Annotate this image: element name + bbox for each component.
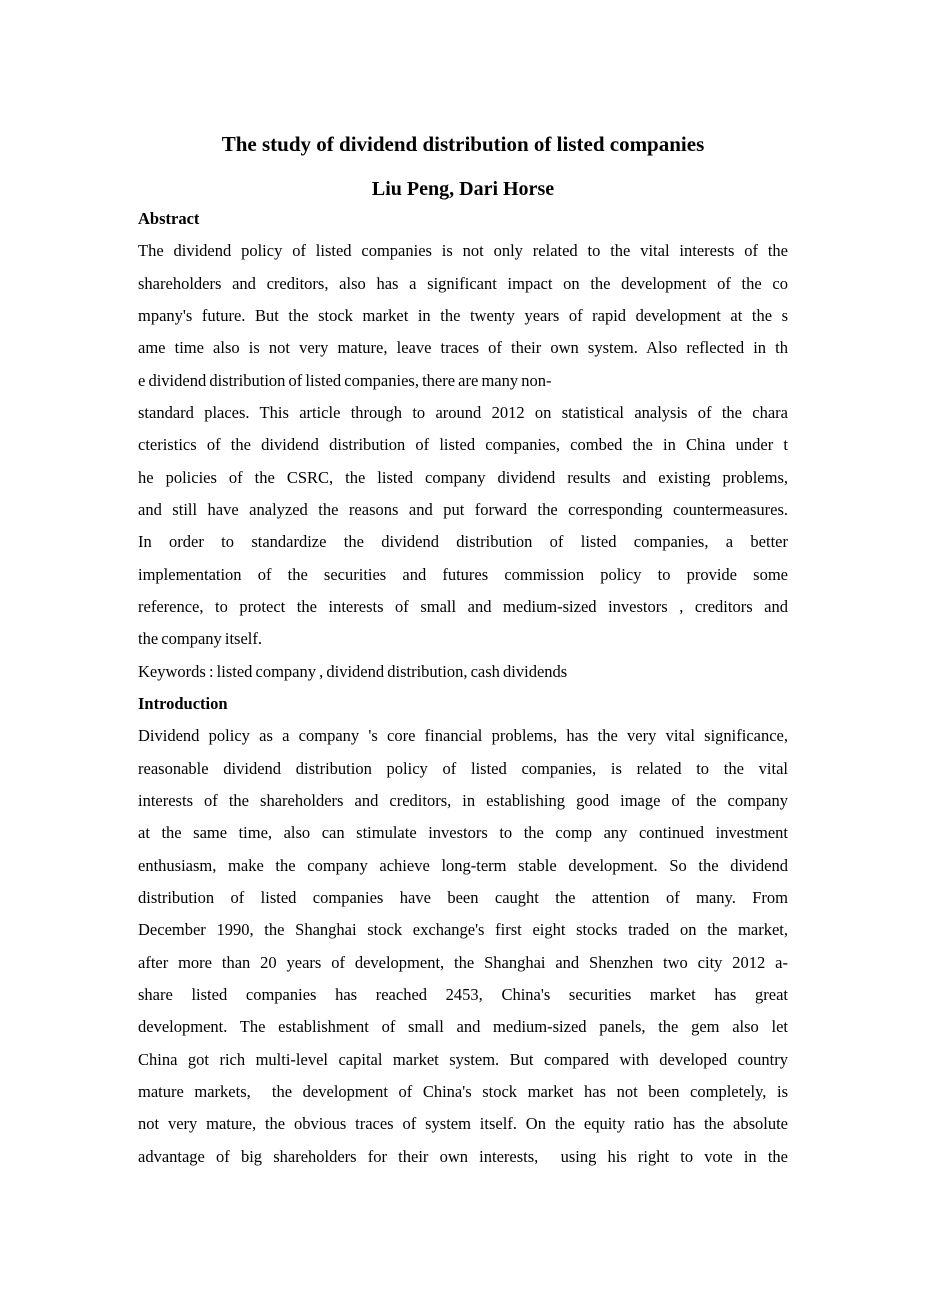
text-line: not very mature, the obvious traces of system itself. On the equity ratio has the absolute: [138, 1114, 788, 1134]
text-line: mpany's future. But the stock market in the twenty years of rapid development at the s: [138, 305, 788, 325]
text-line: reasonable dividend distribution policy of listed companies, is related to the vital: [138, 758, 788, 778]
text-line: after more than 20 years of development, the Shanghai and Shenzhen two city 2012 a-: [138, 952, 788, 972]
text-line: the company itself.: [138, 629, 263, 649]
text-line: share listed companies has reached 2453, China's securities market has great: [138, 984, 788, 1004]
text-line: advantage of big shareholders for their own interests, using his right to vote in the: [138, 1146, 788, 1166]
text-line: and still have analyzed the reasons and put forward the corresponding countermeasures.: [138, 499, 788, 519]
text-line: interests of the shareholders and creditors, in establishing good image of the company: [138, 790, 788, 810]
text-line: standard places. This article through to around 2012 on statistical analysis of the chara: [138, 402, 788, 422]
text-line: shareholders and creditors, also has a significant impact on the development of the co: [138, 273, 788, 293]
text-line: ame time also is not very mature, leave traces of their own system. Also reflected in th: [138, 338, 788, 358]
paper-authors: Liu Peng, Dari Horse: [371, 178, 555, 200]
text-line: enthusiasm, make the company achieve long-term stable development. So the dividend: [138, 855, 788, 875]
text-line: reference, to protect the interests of small and medium-sized investors , creditors and: [138, 596, 788, 616]
text-line: implementation of the securities and futures commission policy to provide some: [138, 564, 788, 584]
introduction-heading: Introduction: [138, 693, 228, 713]
text-line: development. The establishment of small and medium-sized panels, the gem also let: [138, 1017, 788, 1037]
document-body: [138, 203, 788, 1173]
text-line: distribution of listed companies have been caught the attention of many. From: [138, 887, 788, 907]
text-line: In order to standardize the dividend distribution of listed companies, a better: [138, 532, 788, 552]
text-line: Dividend policy as a company 's core financial problems, has the very vital significance,: [138, 726, 788, 746]
text-line: mature markets, the development of China's stock market has not been completely, is: [138, 1081, 788, 1101]
keywords-line: Keywords : listed company , dividend distribution, cash dividends: [138, 661, 568, 681]
text-line: at the same time, also can stimulate investors to the comp any continued investment: [138, 823, 788, 843]
abstract-heading: Abstract: [138, 209, 200, 228]
text-line: e dividend distribution of listed companies, there are many non-: [138, 370, 552, 390]
text-line: China got rich multi-level capital market system. But compared with developed country: [138, 1049, 788, 1069]
text-line: he policies of the CSRC, the listed company dividend results and existing problems,: [138, 467, 788, 487]
paper-title: The study of dividend distribution of listed companies: [221, 132, 705, 156]
page-content: [138, 0, 788, 1173]
text-line: cteristics of the dividend distribution of listed companies, combed the in China under t: [138, 435, 788, 455]
text-line: December 1990, the Shanghai stock exchange's first eight stocks traded on the market,: [138, 920, 788, 940]
text-line: The dividend policy of listed companies is not only related to the vital interests of the: [138, 241, 788, 261]
